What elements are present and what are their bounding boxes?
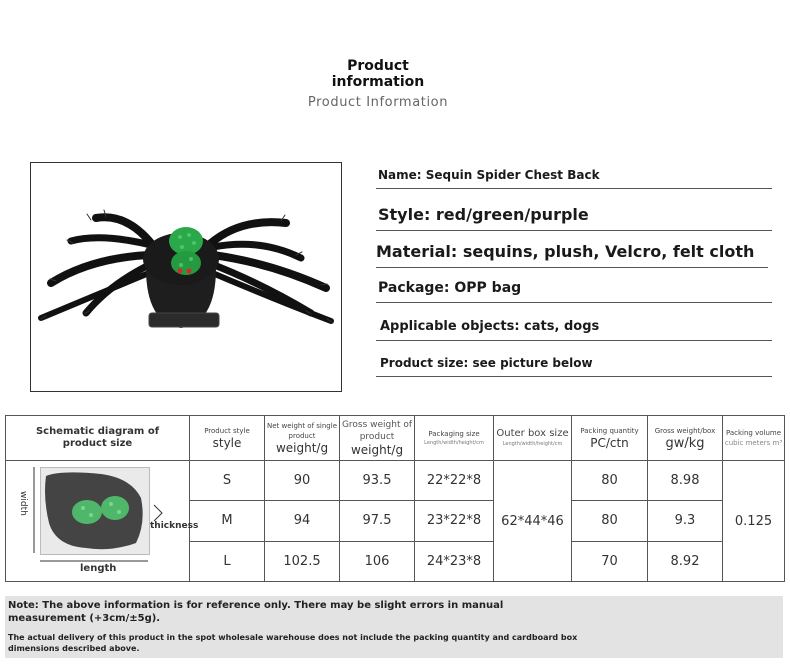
- header-vol-small: Packing volume: [725, 429, 782, 437]
- size-table: [5, 415, 785, 582]
- header-net-weight: [265, 416, 340, 461]
- cell-gross: 106: [340, 541, 415, 581]
- spec-size: [376, 343, 772, 377]
- page-subtitle: Product Information: [307, 95, 449, 110]
- table-row: [6, 461, 785, 501]
- cell-pack: 24*23*8: [415, 541, 494, 581]
- cell-net: 102.5: [265, 541, 340, 581]
- cell-qty: 80: [572, 501, 648, 541]
- cell-pack: 23*22*8: [415, 501, 494, 541]
- note-reference: Note: The above information is for reference only. There may be slight errors in manual measurement (+3cm/±5g).: [8, 600, 504, 624]
- size-diagram-cell: [6, 461, 199, 582]
- header-volume: [723, 416, 785, 461]
- cell-net: 94: [265, 501, 340, 541]
- header-packing-qty: [572, 416, 648, 461]
- diagram-width-label: width: [18, 491, 28, 516]
- page-title: Product information: [331, 58, 425, 90]
- header-outer-tiny: Length/width/height/cm: [502, 441, 563, 447]
- header-qty-big: PC/ctn: [590, 435, 629, 450]
- spec-size-text: Product size: see picture below: [380, 356, 593, 370]
- cell-style: M: [190, 501, 265, 541]
- header-gross-bold: Gross weight of product: [341, 419, 413, 442]
- spec-name-text: Name: Sequin Spider Chest Back: [378, 168, 600, 182]
- size-diagram: [6, 461, 199, 581]
- cell-outer-box: 62*44*46: [494, 461, 572, 582]
- note-delivery: The actual delivery of this product in the spot wholesale warehouse does not include the packing quantity and cardboard box dimensions described above.: [8, 633, 578, 653]
- header-vol-unit: cubic meters m³: [724, 439, 783, 447]
- header-outer-box: [494, 416, 572, 461]
- header-gross-box: [648, 416, 723, 461]
- cell-gross: 97.5: [340, 501, 415, 541]
- spec-applicable: [376, 306, 772, 341]
- header-style-small: Product style: [204, 426, 250, 435]
- section-header: [300, 58, 456, 110]
- header-gw-small: Gross weight/box: [654, 426, 716, 435]
- header-pack-tiny: Length/width/height/cm: [424, 440, 484, 446]
- header-diagram-label: Schematic diagram of product size: [35, 426, 160, 449]
- cell-volume: 0.125: [723, 461, 785, 582]
- header-qty-small: Packing quantity: [580, 426, 639, 435]
- header-style: [190, 416, 265, 461]
- header-style-big: style: [212, 435, 242, 450]
- cell-gw: 8.98: [648, 461, 723, 501]
- note-box: [5, 596, 783, 658]
- cell-style: S: [190, 461, 265, 501]
- spec-package-text: Package: OPP bag: [378, 280, 522, 296]
- diagram-thickness-label: thickness: [150, 521, 199, 531]
- cell-gross: 93.5: [340, 461, 415, 501]
- table-header-row: [6, 416, 785, 461]
- cell-qty: 80: [572, 461, 648, 501]
- cell-gw: 9.3: [648, 501, 723, 541]
- header-pack-small: Packaging size: [428, 430, 480, 438]
- header-gross-big: weight/g: [350, 442, 404, 457]
- product-photo: [30, 162, 342, 392]
- spec-style-text: Style: red/green/purple: [378, 205, 589, 224]
- spec-name: [376, 152, 772, 189]
- spider-costume-illustration: [31, 163, 341, 391]
- header-gw-big: gw/kg: [665, 435, 705, 451]
- header-net-small: Net weight of single product: [266, 421, 338, 440]
- header-outer-bold: Outer box size: [496, 428, 569, 439]
- cell-gw: 8.92: [648, 541, 723, 581]
- header-net-big: weight/g: [275, 440, 329, 455]
- spec-material-text: Material: sequins, plush, Velcro, felt cloth: [376, 242, 755, 261]
- header-diagram: [6, 416, 190, 461]
- spec-applicable-text: Applicable objects: cats, dogs: [380, 319, 600, 334]
- cell-qty: 70: [572, 541, 648, 581]
- diagram-length-label: length: [80, 563, 117, 574]
- header-packaging-size: [415, 416, 494, 461]
- spec-material: [376, 230, 768, 268]
- spec-style: [376, 192, 772, 231]
- spec-package: [376, 271, 772, 303]
- cell-style: L: [190, 541, 265, 581]
- cell-net: 90: [265, 461, 340, 501]
- cell-pack: 22*22*8: [415, 461, 494, 501]
- header-gross-weight: [340, 416, 415, 461]
